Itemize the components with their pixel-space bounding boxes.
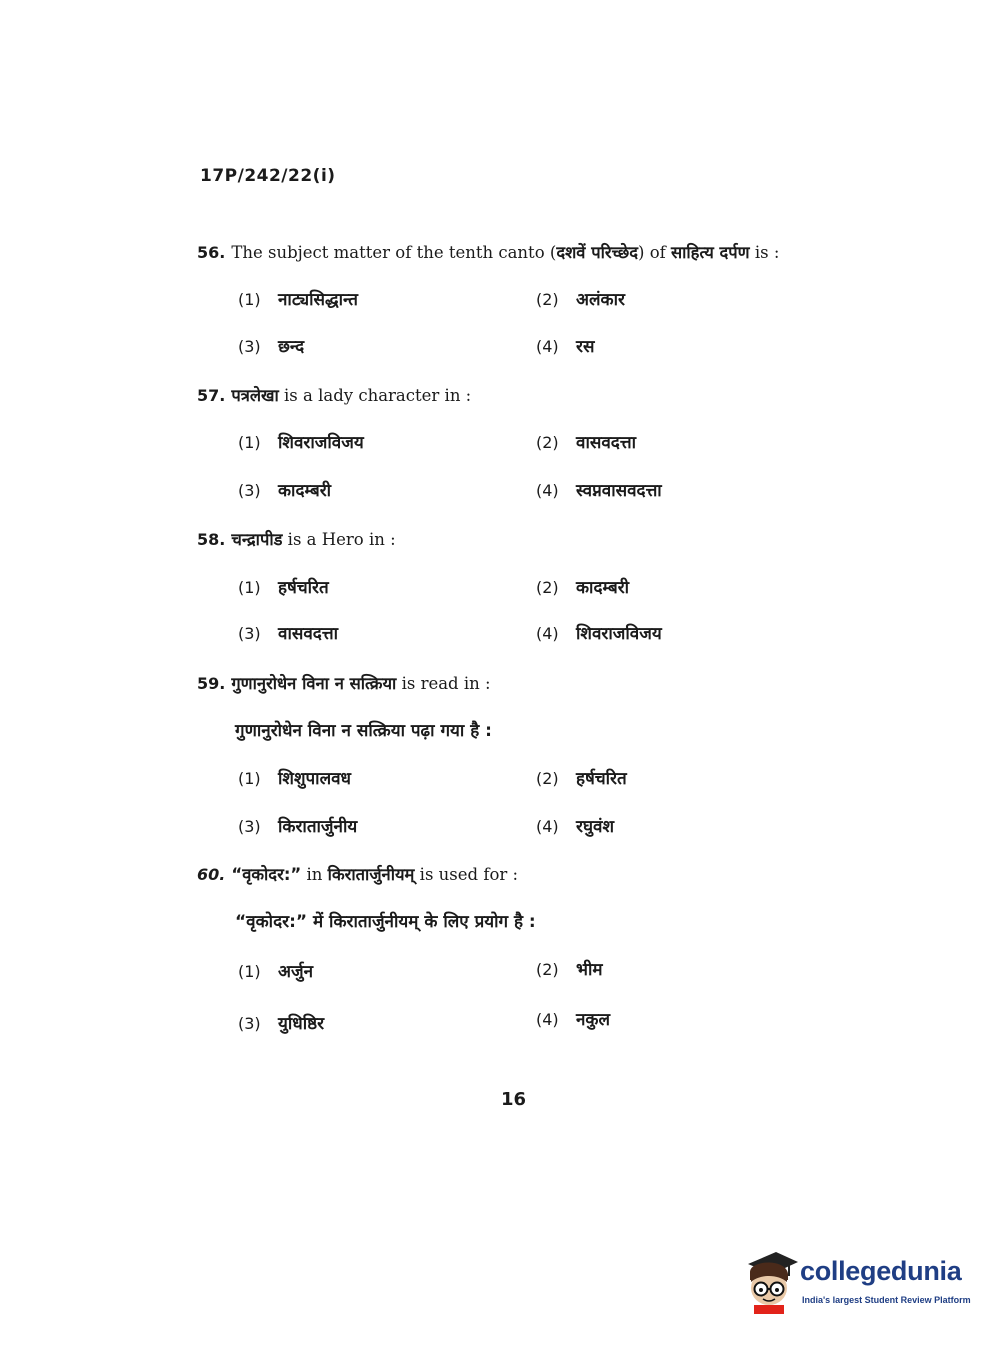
option-text: शिवराजविजय <box>576 624 662 644</box>
question-58 <box>197 527 396 550</box>
option-number: (3) <box>238 481 261 500</box>
option-57-4 <box>536 478 662 501</box>
option-57-3 <box>238 478 331 501</box>
option-number: (4) <box>536 337 559 356</box>
option-number: (2) <box>536 578 559 597</box>
option-58-1 <box>238 575 329 598</box>
option-58-2 <box>536 575 629 598</box>
question-text: ) of <box>638 243 671 262</box>
option-58-4 <box>536 621 662 644</box>
option-59-4 <box>536 814 614 837</box>
mascot-icon <box>742 1250 800 1314</box>
option-number: (1) <box>238 769 261 788</box>
collegedunia-logo[interactable] <box>742 1250 972 1314</box>
option-56-4 <box>536 334 594 357</box>
option-text: अर्जुन <box>278 962 314 982</box>
option-59-2 <box>536 766 627 789</box>
option-number: (1) <box>238 433 261 452</box>
option-text: हर्षचरित <box>278 578 329 598</box>
option-number: (4) <box>536 1010 559 1029</box>
option-56-1 <box>238 287 358 310</box>
option-60-3 <box>238 1011 324 1034</box>
question-60 <box>197 862 518 885</box>
option-text: हर्षचरित <box>576 769 627 789</box>
option-text: नाट्यसिद्धान्त <box>278 290 358 310</box>
question-60-hindi-line: “वृकोदर:” में किरातार्जुनीयम् के लिए प्रयोग है : <box>235 912 536 932</box>
option-number: (4) <box>536 481 559 500</box>
question-text: is read in : <box>396 674 491 693</box>
option-56-3 <box>238 334 304 357</box>
option-58-3 <box>238 621 338 644</box>
logo-name: collegedunia <box>800 1256 962 1286</box>
option-text: रस <box>576 337 595 357</box>
option-number: (3) <box>238 817 261 836</box>
question-text-hindi: पत्रलेखा <box>231 386 279 405</box>
option-59-3 <box>238 814 357 837</box>
option-text: कादम्बरी <box>576 578 630 598</box>
option-text: भीम <box>576 960 603 980</box>
option-text: छन्द <box>278 337 305 357</box>
option-number: (2) <box>536 769 559 788</box>
question-number: 60. <box>197 865 226 884</box>
option-text: कादम्बरी <box>278 481 332 501</box>
option-text: नकुल <box>576 1010 611 1030</box>
option-number: (1) <box>238 290 261 309</box>
question-59-hindi-line: गुणानुरोधेन विना न सत्क्रिया पढ़ा गया है : <box>235 721 492 741</box>
question-57 <box>197 383 471 406</box>
option-number: (3) <box>238 337 261 356</box>
option-number: (3) <box>238 624 261 643</box>
option-60-1 <box>238 959 313 982</box>
question-59 <box>197 671 491 694</box>
question-number: 58. <box>197 530 226 549</box>
option-text: रघुवंश <box>576 817 615 837</box>
option-60-2 <box>536 957 603 980</box>
option-number: (1) <box>238 578 261 597</box>
question-text-hindi: चन्द्रापीड <box>231 530 283 549</box>
question-number: 59. <box>197 674 226 693</box>
paper-code: 17P/242/22(i) <box>200 166 336 186</box>
option-text: वासवदत्ता <box>278 624 338 644</box>
option-number: (2) <box>536 960 559 979</box>
option-number: (3) <box>238 1014 261 1033</box>
logo-tagline: India's largest Student Review Platform <box>802 1295 971 1305</box>
option-text: वासवदत्ता <box>576 433 636 453</box>
question-text-hindi: दशवें परिच्छेद <box>556 243 639 262</box>
option-59-1 <box>238 766 351 789</box>
option-56-2 <box>536 287 625 310</box>
question-text: The subject matter of the tenth canto ( <box>231 243 557 262</box>
question-text: in <box>301 865 328 884</box>
question-text-hindi: साहित्य दर्पण <box>670 243 750 262</box>
option-text: अलंकार <box>576 290 625 310</box>
option-text: स्वप्नवासवदत्ता <box>576 481 662 501</box>
question-text: is : <box>749 243 780 262</box>
question-text: is a Hero in : <box>282 530 396 549</box>
option-text: शिशुपालवध <box>278 769 352 789</box>
question-number: 57. <box>197 386 226 405</box>
option-number: (2) <box>536 433 559 452</box>
option-number: (4) <box>536 624 559 643</box>
question-text-hindi: किरातार्जुनीयम् <box>327 865 415 884</box>
option-number: (2) <box>536 290 559 309</box>
option-57-2 <box>536 430 636 453</box>
question-text: is used for : <box>414 865 519 884</box>
option-text: युधिष्ठिर <box>278 1014 325 1034</box>
question-56 <box>197 240 779 263</box>
question-text: is a lady character in : <box>278 386 472 405</box>
page-number: 16 <box>501 1089 527 1110</box>
option-57-1 <box>238 430 364 453</box>
question-text-hindi: गुणानुरोधेन विना न सत्क्रिया <box>231 674 397 693</box>
question-number: 56. <box>197 243 226 262</box>
option-text: शिवराजविजय <box>278 433 364 453</box>
option-number: (1) <box>238 962 261 981</box>
option-number: (4) <box>536 817 559 836</box>
option-60-4 <box>536 1007 610 1030</box>
option-text: किरातार्जुनीय <box>278 817 358 837</box>
question-text-hindi: “वृकोदर:” <box>231 865 302 884</box>
